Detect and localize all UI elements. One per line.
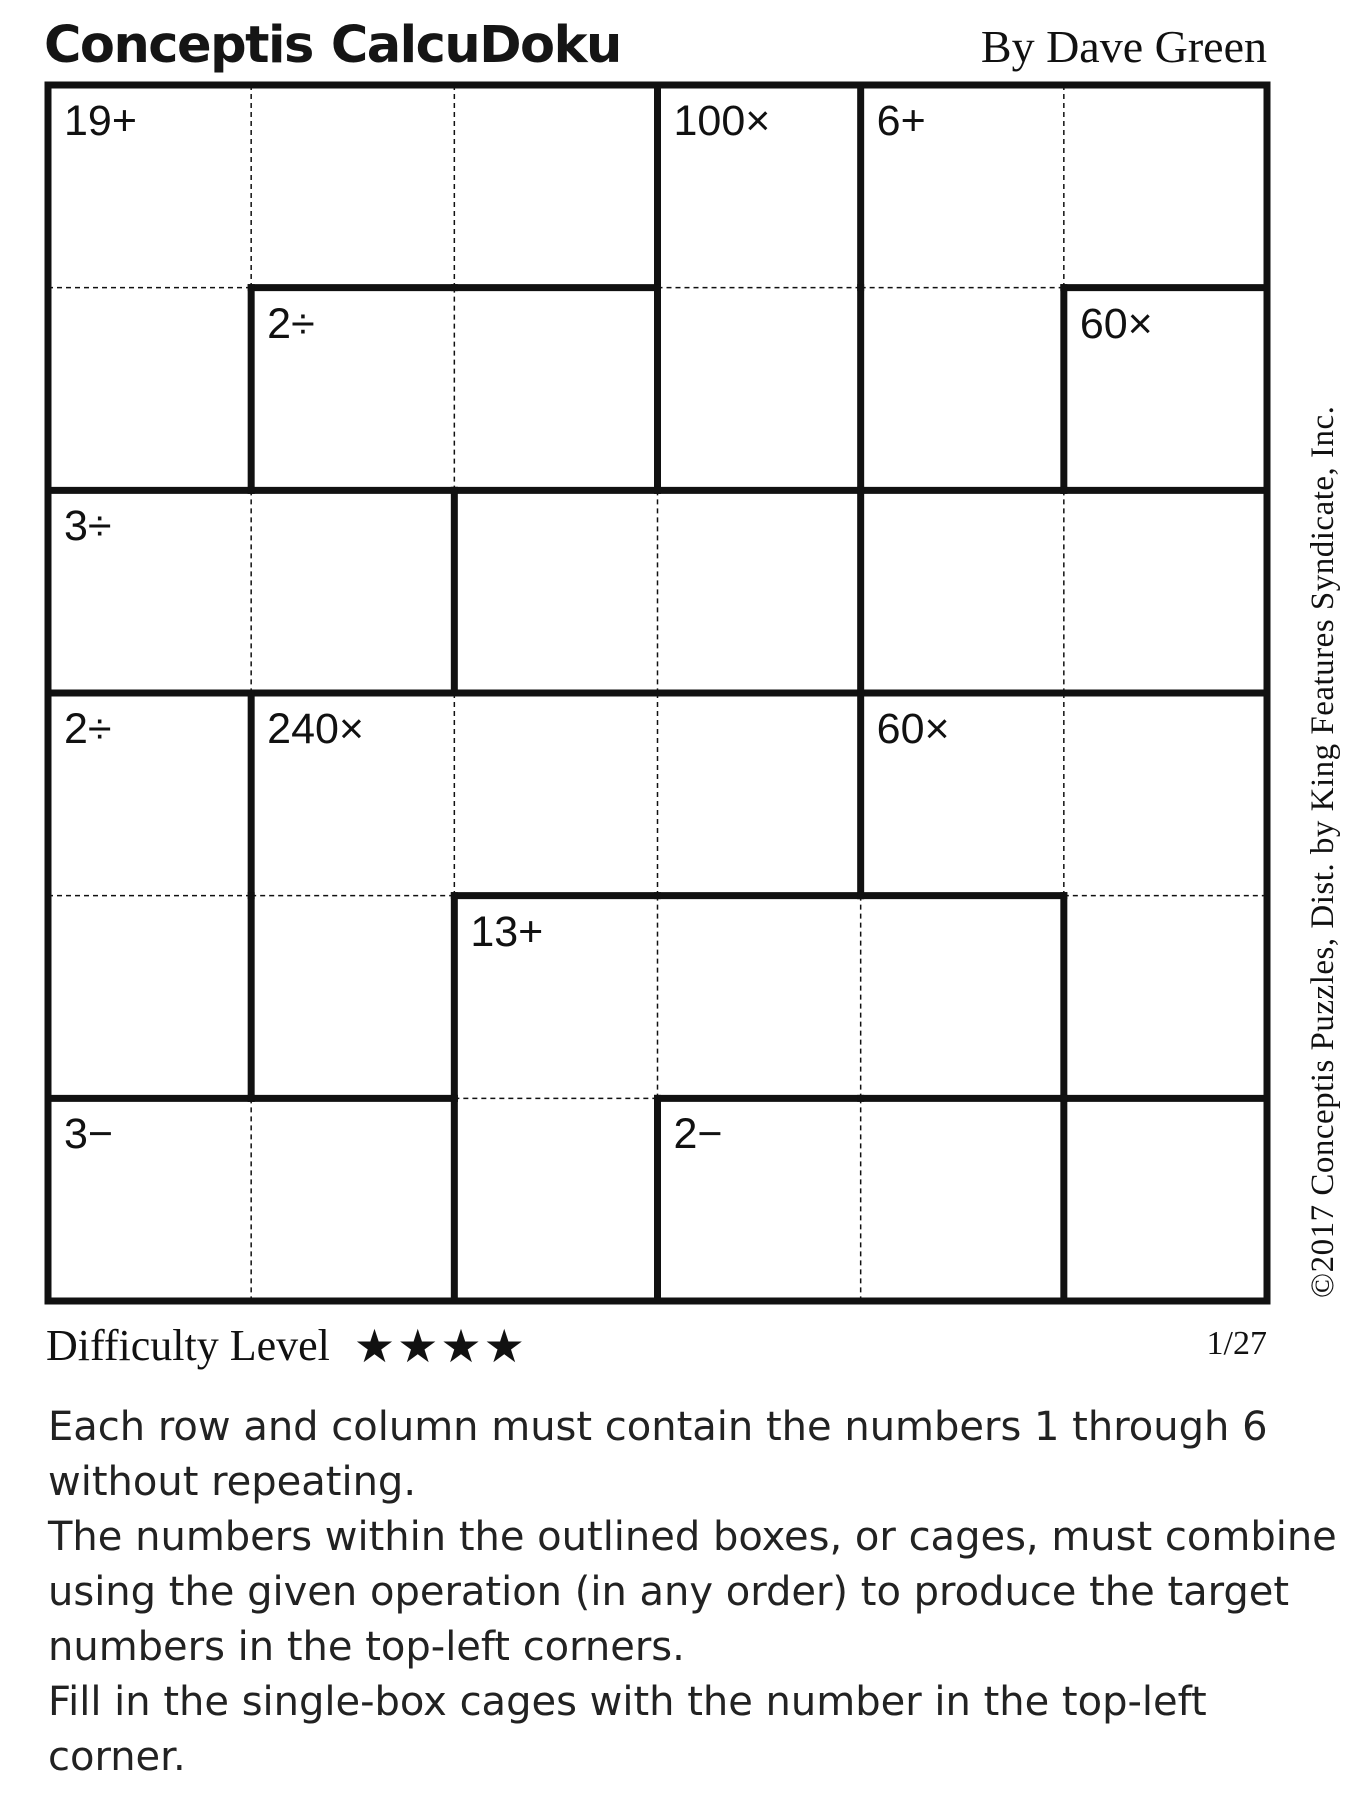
- author-byline: By Dave Green: [980, 21, 1267, 72]
- cage-clue: 100×: [673, 97, 771, 145]
- cage-clue: 60×: [1079, 299, 1153, 348]
- cage-clue: 3÷: [64, 502, 112, 551]
- difficulty-level: [46, 1320, 525, 1371]
- brand-logo: [44, 10, 621, 80]
- star-icon: ★: [440, 1318, 482, 1373]
- cage-clue: 2÷: [267, 299, 315, 348]
- star-icon: ★: [353, 1318, 396, 1373]
- copyright-notice: ©2017 Conceptis Puzzles, Dist. by King Features Syndicate, Inc.: [1305, 405, 1341, 1298]
- cage-clue: 240×: [267, 705, 365, 753]
- instruction-paragraph: Each row and column must contain the numbers 1 through 6 without repeating.: [48, 1404, 1268, 1505]
- cage-clue: 2−: [673, 1110, 723, 1159]
- star-icon: ★: [483, 1318, 525, 1373]
- difficulty-label: Difficulty Level: [46, 1321, 330, 1370]
- cage-clue: 6+: [876, 97, 926, 145]
- brand-name-conceptis: Conceptis: [44, 15, 313, 75]
- instructions: [48, 1400, 1338, 1785]
- cage-clue: 19+: [64, 97, 137, 145]
- difficulty-stars: [353, 1318, 525, 1373]
- instruction-paragraph: The numbers within the outlined boxes, or cages, must combine using the given operation (in any order) to produce the target numbers in the top-left corners.: [48, 1514, 1337, 1670]
- puzzle-board: [48, 85, 1267, 1301]
- instruction-paragraph: Fill in the single-box cages with the number in the top-left corner.: [48, 1679, 1207, 1780]
- grid-lines: [48, 85, 1267, 1301]
- brand-name-calcudoku: CalcuDoku: [330, 15, 621, 75]
- cage-clue: 60×: [876, 705, 950, 753]
- cage-clue: 2÷: [64, 705, 112, 753]
- cage-clue: 3−: [64, 1110, 114, 1159]
- cage-clue: 13+: [470, 907, 544, 956]
- puzzle-number: 1/27: [1206, 1325, 1267, 1362]
- star-icon: ★: [397, 1318, 439, 1373]
